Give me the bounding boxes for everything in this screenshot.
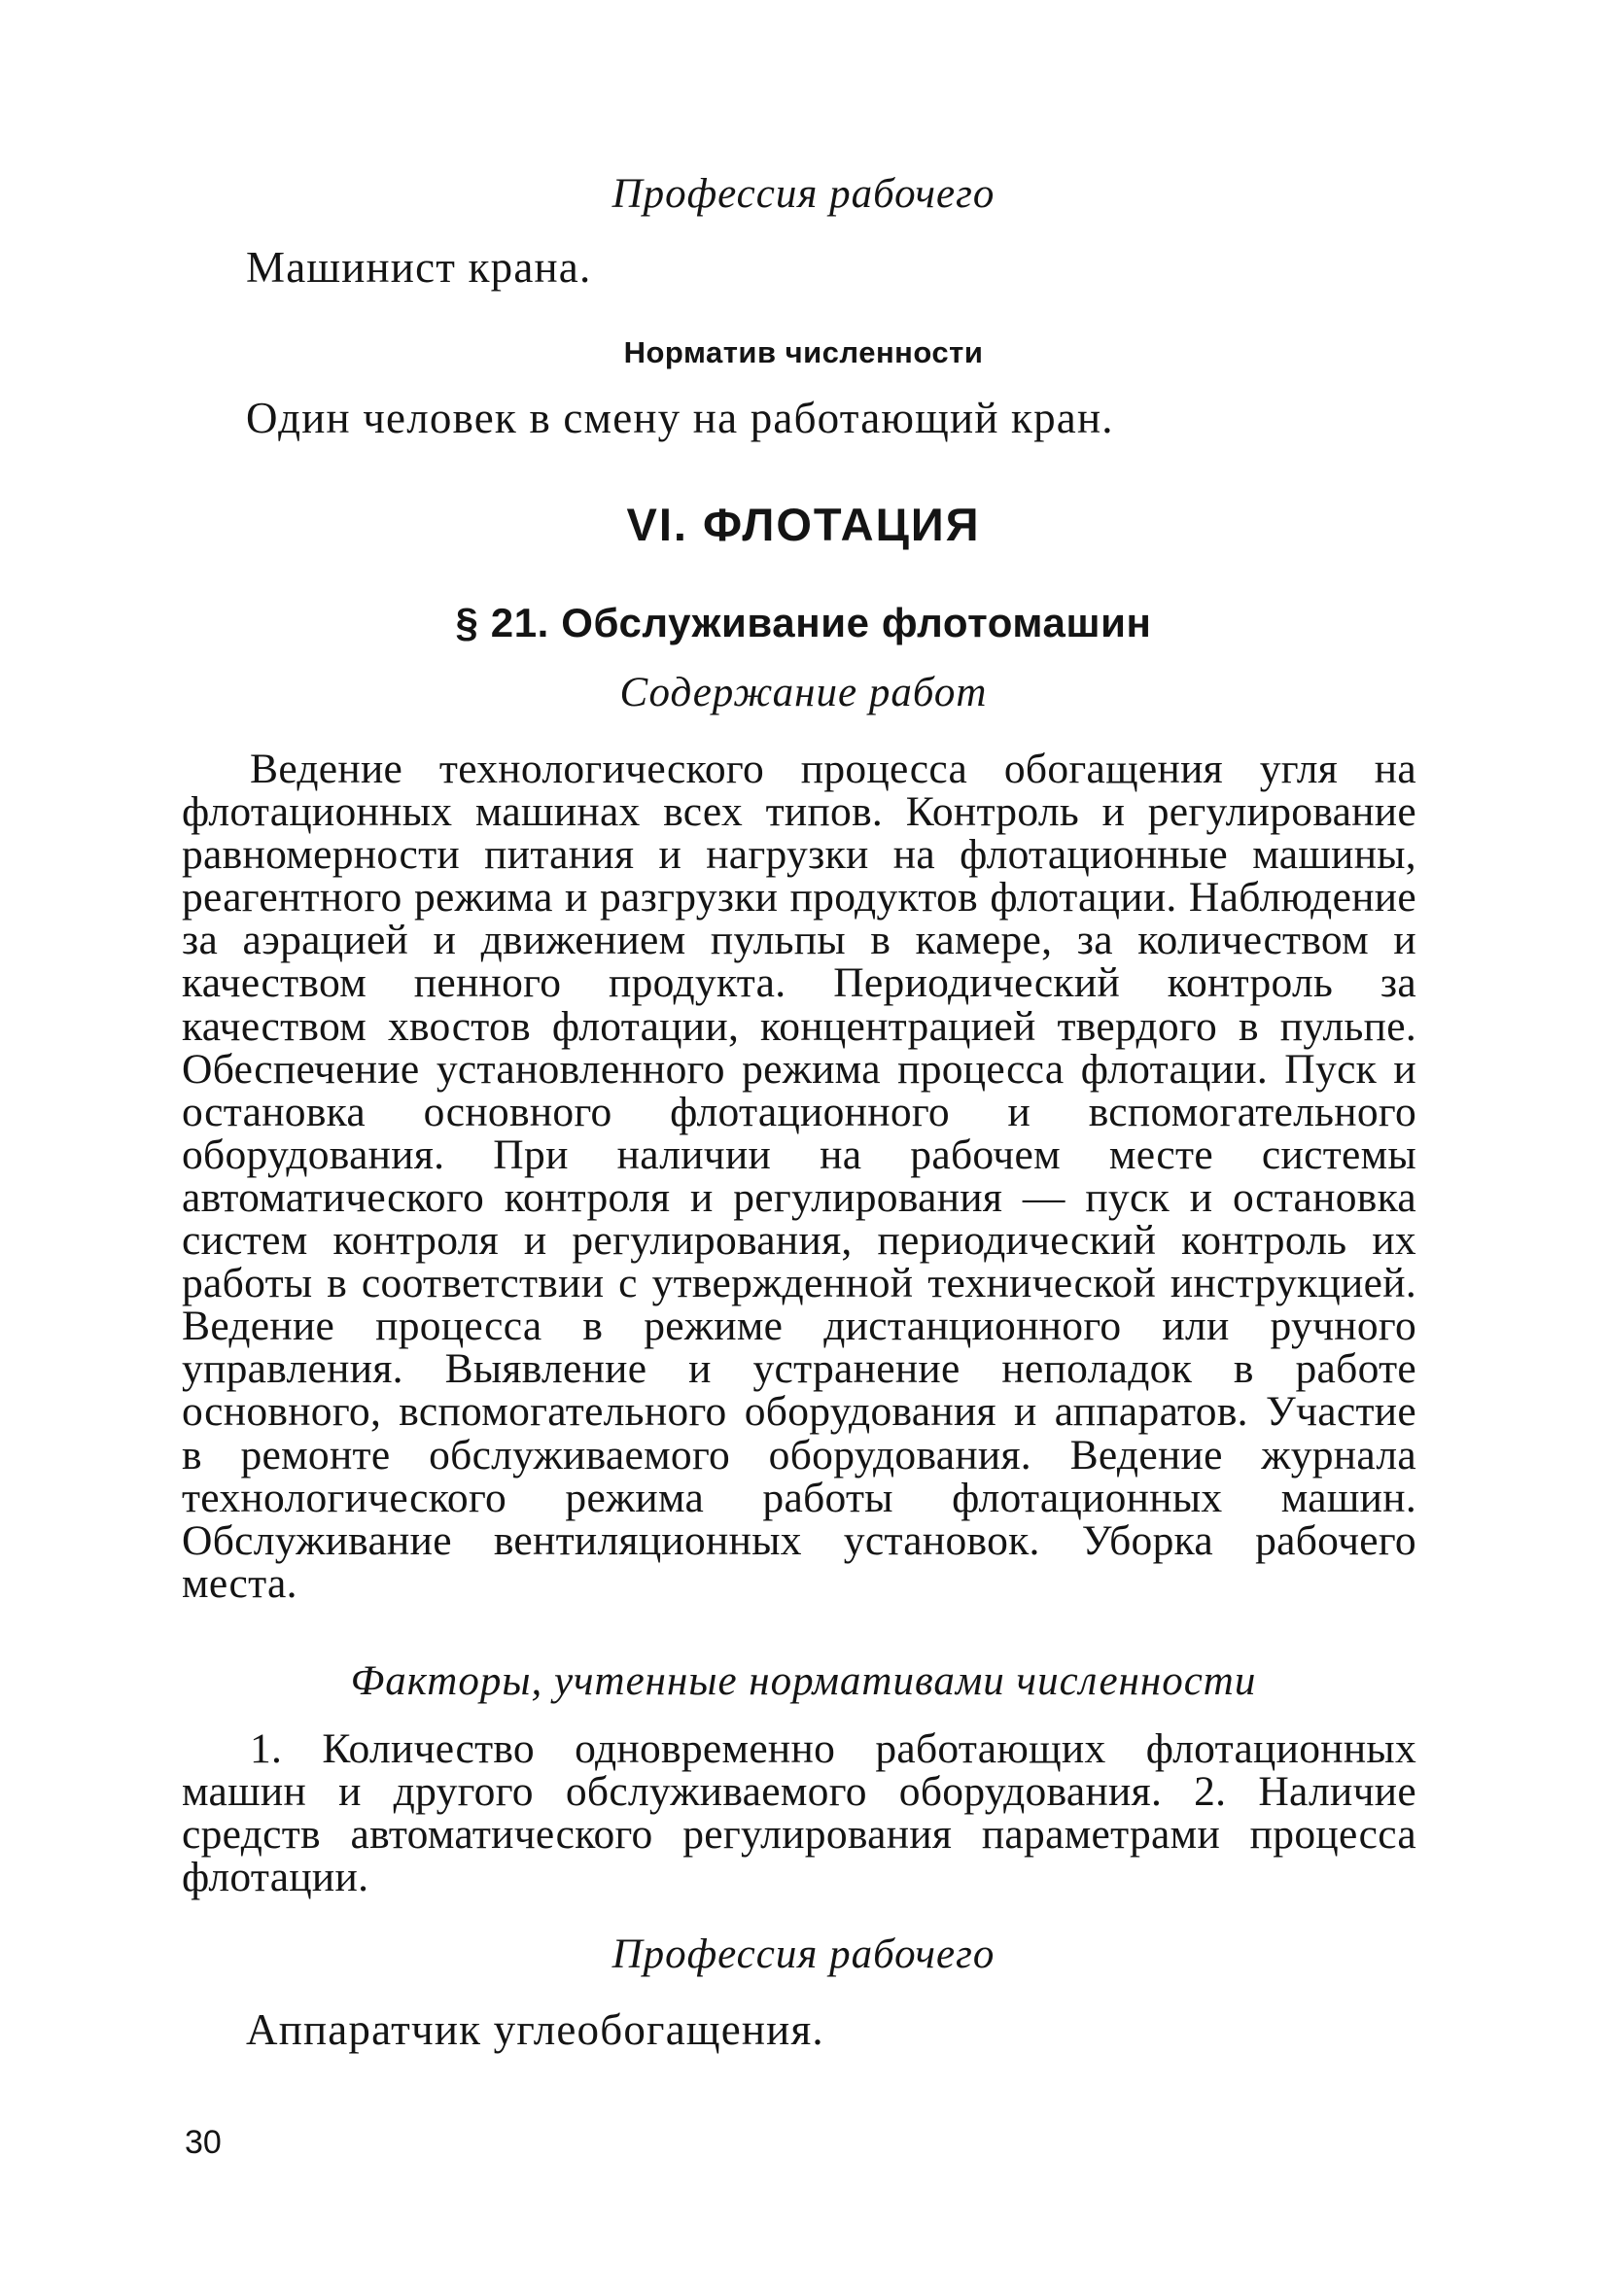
factors-heading: Факторы, учтенные нормативами численности [350, 1658, 1257, 1704]
profession-text-1: Машинист крана. [246, 243, 592, 292]
page-number: 30 [185, 2124, 222, 2161]
norm-text: Один человек в смену на работающий кран. [246, 394, 1114, 442]
profession-text-2: Аппаратчик углеобогащения. [246, 2005, 824, 2054]
norm-heading: Норматив численности [623, 335, 984, 369]
profession-heading-2: Профессия рабочего [611, 1931, 996, 1977]
profession-heading-1: Профессия рабочего [611, 171, 996, 217]
content-paragraph: Ведение технологического процесса обогащения угля на флотационных машинах всех типов. Контроль и регулирование равномерности питания и нагрузки на флотационные машины, реагентного режима и разгрузки продуктов флотации. Наблюдение за аэрацией и движением пульпы в камере, за количеством и качеством пенного продукта. Периодический контроль за качеством хвостов флотации, концентрацией твердого в пульпе. Обеспечение установленного режима процесса флотации. Пуск и остановка основного флотационного и вспомогательного оборудования. При наличии на рабочем месте системы автоматического контроля и регулирования — пуск и остановка систем контроля и регулирования, периодический контроль их работы в соответствии с утвержденной технической инструкцией. Ведение процесса в режиме дистанционного или ручного управления. Выявление и устранение неполадок в работе основного, вспомогательного оборудования и аппаратов. Участие в ремонте обслуживаемого оборудования. Ведение журнала технологического режима работы флотационных машин. Обслуживание вентиляционных установок. Уборка рабочего места. [182, 746, 1416, 1607]
chapter-title: VI. ФЛОТАЦИЯ [626, 499, 981, 550]
section-title: § 21. Обслуживание флотомашин [455, 600, 1152, 645]
content-heading: Содержание работ [619, 670, 988, 715]
factors-paragraph: 1. Количество одновременно работающих флотационных машин и другого обслуживаемого оборудования. 2. Наличие средств автоматического регулирования параметрами процесса флотации. [182, 1725, 1416, 1901]
